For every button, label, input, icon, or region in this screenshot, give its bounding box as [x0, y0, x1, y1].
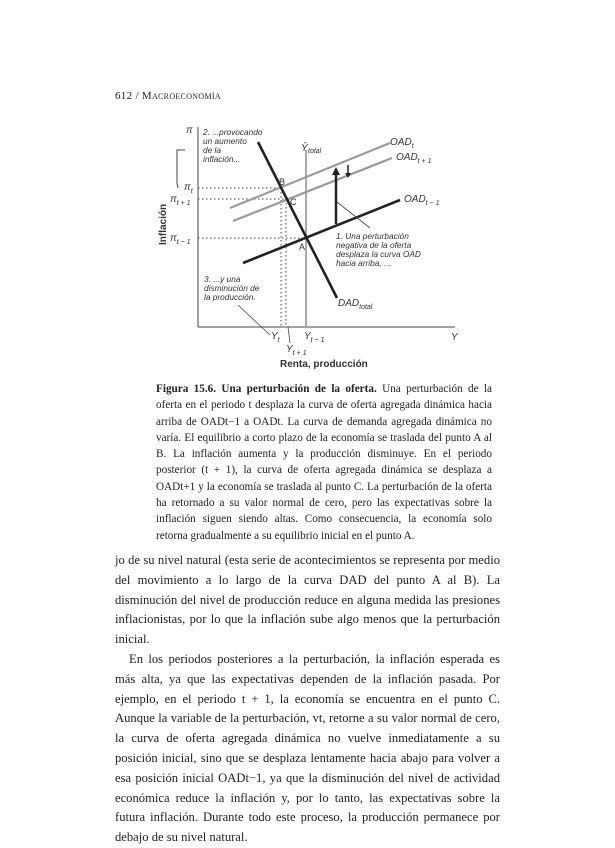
caption-label: Figura 15.6. Una perturbación de la oferta. [156, 383, 377, 395]
note-1 [336, 231, 421, 268]
svg-text:3. ...y una: 3. ...y una [204, 274, 241, 284]
x-axis-label: Renta, producción [280, 359, 368, 370]
dad-curve [258, 142, 337, 298]
y-tick-pi-t1: $\pi_{t + 1}$ [170, 194, 191, 207]
note-2 [202, 127, 263, 164]
book-title: Macroeconomía [141, 90, 221, 102]
oad-t-label: $OAD_t$ [390, 137, 414, 150]
svg-text:de la: de la [203, 145, 221, 155]
svg-text:inflación...: inflación... [203, 154, 241, 164]
note2-bracket [177, 150, 185, 183]
y-tick-pi-tm1: $\pi_{t - 1}$ [170, 233, 191, 246]
svg-text:disminución de: disminución de [204, 283, 260, 293]
paragraph: En los periodos posteriores a la perturbación, la inflación esperada es más alta, ya que las expectativas dependen de la inflación pasada. Por ejemplo, en el periodo t + 1, la economía se encuentra en el punto C. Aunque la variable de la perturbación, vt, retorne a su valor normal de cero, la curva de oferta agregada dinámica no vuelve inmediatamente a su posición inicial, sino que se desplaza lentamente hacia abajo para volver a esa posición inicial OADt−1, ya que la disminución del nivel de actividad económica reduce la inflación y, por lo tanto, las expectativas sobre la futura inflación. Durante todo este proceso, la producción permanece por debajo de su nivel natural. [115, 651, 500, 845]
paragraph: jo de su nivel natural (esta serie de acontecimientos se representa por medio del movimiento a lo largo de la curva DAD del punto A al B). La disminución del nivel de producción reduce en alguna medida las presiones inflacionistas, por lo que la inflación sube algo menos que la perturbación inicial. [115, 553, 500, 647]
x-tick-y-t1: $Y_{t + 1}$ [286, 344, 307, 357]
figure-caption [156, 381, 492, 544]
caption-text: Una perturbación de la oferta en el periodo t desplaza la curva de oferta agregada dinámica hacia arriba de OADt−1 a OADt. La curva de demanda agregada dinámica no varía. El equilibrio a corto plazo de la economía se traslada del punto A al B. La inflación aumenta y la producción disminuye. En el periodo posterior (t + 1), la curva de oferta agregada dinámica se desplaza a OADt+1 y la economía se traslada al punto C. La perturbación de la oferta ha retornado a su valor normal de cero, pero las expectativas sobre la inflación siguen siendo altas. Como consecuencia, la economía solo retorna gradualmente a su equilibrio inicial en el punto A. [156, 383, 492, 542]
note-3 [204, 274, 260, 302]
svg-text:hacia arriba, ...: hacia arriba, ... [336, 258, 391, 268]
oad-t1-label: $OAD_{t + 1}$ [396, 152, 432, 165]
ytotal-sub: total [308, 148, 322, 155]
x-axis-symbol: Y [451, 332, 458, 343]
note3-leader [238, 305, 270, 335]
x-tick-y-t: $Y_t$ [271, 331, 280, 344]
point-b: B [279, 177, 286, 187]
svg-text:desplaza la curva OAD: desplaza la curva OAD [336, 249, 421, 259]
y-axis-symbol: π [186, 125, 193, 136]
svg-text:1. Una perturbación: 1. Una perturbación [336, 231, 409, 241]
body-text [115, 551, 500, 848]
point-c: C [290, 197, 297, 207]
separator: / [135, 90, 139, 102]
y-axis-label: Inflación [158, 203, 169, 245]
point-a: A [299, 242, 306, 252]
svg-text:un aumento: un aumento [203, 136, 247, 146]
arrow-head-up-icon [332, 167, 340, 175]
oad-tm1-label: $OAD_{t - 1}$ [404, 194, 440, 207]
dad-label: $DAD_{total}$ [338, 298, 373, 311]
y-tick-pi-t: $\pi_t$ [184, 182, 193, 195]
ytotal-label: Ȳ [301, 143, 308, 154]
page-number: 612 [115, 90, 133, 102]
svg-text:negativa de la oferta: negativa de la oferta [336, 240, 412, 250]
svg-text:2. ...provocando: 2. ...provocando [203, 127, 263, 137]
x-tick-y-tm1: $Y_{t - 1}$ [304, 331, 325, 344]
svg-text:la producción.: la producción. [204, 292, 256, 302]
y-t1-leader [288, 327, 290, 343]
